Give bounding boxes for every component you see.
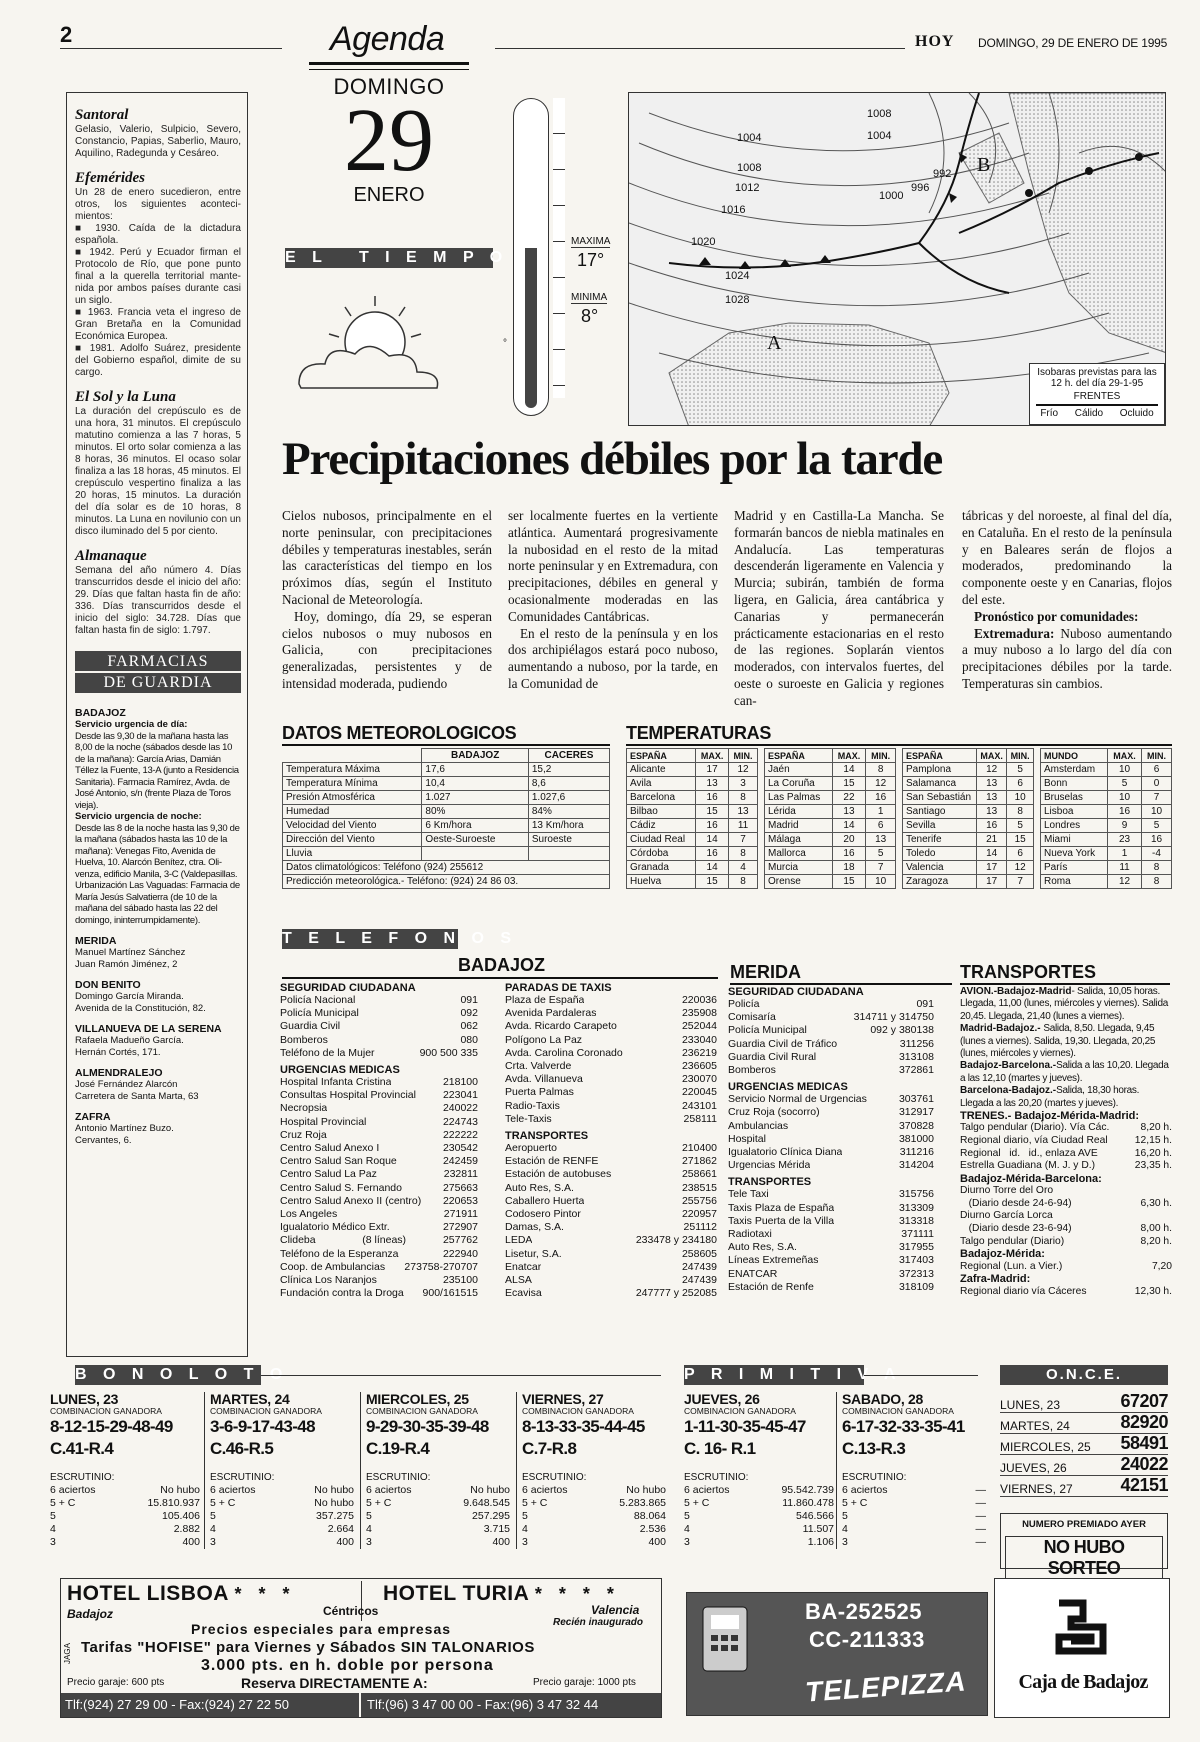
phone-row: Policía 091	[728, 998, 934, 1010]
phone-row: Bomberos 372861	[728, 1064, 934, 1077]
phone-row: Ecavisa 247777 y 252085	[505, 1287, 717, 1300]
transport-row: Regional (Lun. a Vier.) 7,20	[960, 1260, 1172, 1272]
caja-brand: Caja de Badajoz	[1018, 1671, 1148, 1693]
phone-row: Aeropuerto 210400	[505, 1142, 717, 1155]
sol-luna-text: La duración del crepúsculo es de una hora, 31 minutos. El crepúsculo matutino comienza a las 7 horas, 5 minutos. El orto solar comienza a las 8 horas, 36 minutos. El ocaso solar finaliza a las 18 horas, 45 minutos. El crepúsculo vespertino finaliza a las 20 horas, 15 minutos. La duración del día solar es de 10 horas, 8 minutos. La Luna en novilunio con un disco iluminado del 5 por ciento.	[75, 406, 241, 537]
max-label: MAXIMA	[571, 236, 611, 247]
phone-row: Auto Res, S.A. 317955	[728, 1241, 934, 1254]
badajoz-col-1	[280, 982, 478, 1300]
temp-row: Cádiz 16 11	[627, 819, 758, 833]
phone-row: Centro Salud Anexo I 230542	[280, 1142, 478, 1155]
phone-row: Damas, S.A. 251112	[505, 1221, 717, 1234]
temp-row: La Coruña 15 12	[765, 777, 896, 791]
temp-table: ESPAÑA MAX. MIN. Jaén 14 8 La Coruña 15 12 Las Palmas 22 16 Lérida 13 1 Madrid 14 6 Málaga 20 13 Mallorca 16 5 Murcia 18 7 Orense 15 10	[764, 748, 896, 889]
temp-row: Bilbao 15 13	[627, 805, 758, 819]
phone-row: Auto Res, S.A. 238515	[505, 1181, 717, 1194]
month: ENERO	[353, 184, 425, 206]
once-premio: NUMERO PREMIADO AYER NO HUBO SORTEO	[1000, 1513, 1168, 1569]
merida-title: MERIDA	[730, 962, 952, 985]
weekday: DOMINGO	[333, 74, 445, 99]
lottery-day: VIERNES, 27 COMBINACION GANADORA 8-13-33-35-44-45 C.7-R.8 ESCRUTINIO: 6 aciertos No hubo 5 + C 5.283.865 5 88.064 4 2.536 3 400	[516, 1392, 666, 1549]
phone-row: Teléfono de la Mujer 900 500 335	[280, 1046, 478, 1059]
phone-icon	[695, 1599, 755, 1679]
headline: Precipitaciones débiles por la tarde	[282, 433, 942, 485]
phone-row: Estación de RENFE 271862	[505, 1155, 717, 1168]
article-col-4: tábricas y del noroeste, al final del día, en Cataluña. En el resto de la península y en Baleares serán de flojos a moderados, predominando la componente oeste y en Canarias, flojos del este. Pronóstico por comunidades: Extremadura: Nuboso aumentando a muy nuboso a lo largo del día con precipitaciones débiles por la tarde. Temperaturas sin cambios.	[962, 508, 1172, 691]
badajoz-rule	[282, 977, 718, 979]
transport-row: Talgo pendular (Diario). Vía Các. 8,20 h.	[960, 1122, 1172, 1134]
phone-row: Consultas Hospital Provincial 223041	[280, 1089, 478, 1102]
temp-table: ESPAÑA MAX. MIN. Alicante 17 12 Avila 13 3 Barcelona 16 8 Bilbao 15 13 Cádiz 16 11 Ciudad Real 14 7 Córdoba 16 8 Granada 14 4 Huelva 15 8	[626, 748, 758, 889]
merida-col	[728, 986, 934, 1294]
phone-row: Policía Nacional 091	[280, 994, 478, 1006]
phone-row: Clideba (8 líneas) 257762	[280, 1234, 478, 1247]
phone-row: Estación de autobuses 258661	[505, 1168, 717, 1181]
isobar-label: 1028	[725, 294, 750, 306]
phone-row: Ambulancias 370828	[728, 1119, 934, 1132]
map-legend: Isobaras previstas para las 12 h. del día 29-1-95 FRENTES Frío Cálido Ocluido	[1029, 363, 1165, 425]
isobar-label: 1004	[867, 130, 892, 142]
header-date: DOMINGO, 29 DE ENERO DE 1995	[978, 36, 1168, 50]
phone-row: Centro Salud San Roque 242459	[280, 1155, 478, 1168]
transport-row: Diurno García Lorca	[960, 1210, 1053, 1222]
transport-row: Regional id. id., enlaza AVE 16,20 h.	[960, 1147, 1172, 1159]
efemerides-title: Efemérides	[75, 170, 145, 186]
phone-row: Taxis Puerta de la Villa 313318	[728, 1214, 934, 1227]
isobar-label: 1004	[737, 132, 762, 144]
turia-city: Valencia	[591, 1603, 640, 1617]
datos-table: BADAJOZ CACERES Temperatura Máxima 17,6 15,2 Temperatura Mínima 10,4 8,6 Presión Atmosférica 1.027 1.027,6 Humedad 80% 84% Velocidad del Viento 6 Km/hora 13 Km/hora Dirección del Viento Oeste-Suroeste Suroeste Lluvia Datos climatológicos: Teléfono (924) 255612 Predicción meteorológica.- Teléfono: (924) 24 86 03.	[282, 748, 610, 889]
lisboa-phone: Tlf:(924) 27 29 00 - Fax:(924) 27 22 50	[61, 1693, 361, 1717]
bonoloto-bar: B O N O L O T O	[75, 1366, 289, 1383]
temp-row: Valencia 17 12	[903, 861, 1034, 875]
phone-row: Fundación contra la Droga 900/161515	[280, 1287, 478, 1300]
lisboa-city: Badajoz	[67, 1607, 114, 1621]
efemerides-text: Un 28 de enero sucedieron, entre otros, los siguientes acontecimientos: ■ 1930. Caída de la dictadura española. ■ 1942. Perú y Ecuador firman el Protocolo de Río, que pone punto final a la querella territorial mantenida por ambos países durante casi un siglo. ■ 1963. Francia veta el ingreso de Gran Bretaña en la Comunidad Económica Europea. ■ 1981. Adolfo Suárez, presidente del Gobierno español, dimite de su cargo.	[75, 187, 241, 378]
temp-row: Santiago 13 8	[903, 805, 1034, 819]
phone-row: Líneas Extremeñas 317403	[728, 1254, 934, 1267]
datos-meteorologicos: DATOS METEOROLOGICOS BADAJOZ CACERES Temperatura Máxima 17,6 15,2 Temperatura Mínima 10,4 8,6 Presión Atmosférica 1.027 1.027,6 Humedad 80% 84% Velocidad del Viento 6 Km/hora 13 Km/hora Dirección del Viento Oeste-Suroeste Suroeste Lluvia Datos climatológicos: Teléfono (924) 255612 Predicción meteorológica.- Teléfono: (924) 24 86 03.	[282, 722, 610, 889]
lottery-day: JUEVES, 26 COMBINACION GANADORA 1-11-30-35-45-47 C. 16- R.1 ESCRUTINIO: 6 aciertos 95.542.739 5 + C 11.860.478 5 546.566 4 11.507 3 1.106	[684, 1391, 834, 1548]
temp-row: Toledo 14 6	[903, 847, 1034, 861]
phone-section-heading: URGENCIAS MEDICAS	[280, 1064, 400, 1077]
once-row: MIERCOLES, 25 58491	[1000, 1433, 1168, 1454]
temp-row: Mallorca 16 5	[765, 847, 896, 861]
temp-row: Málaga 20 13	[765, 833, 896, 847]
hotel-ad	[60, 1578, 662, 1718]
santoral-title: Santoral	[75, 107, 129, 123]
phone-row: Tele Taxi 315756	[728, 1188, 934, 1201]
temp-row: Londres 9 5	[1041, 819, 1172, 833]
section-title: Agenda	[330, 20, 445, 58]
transport-row: Talgo pendular (Diario) 8,20 h.	[960, 1235, 1172, 1247]
phone-row: Lisetur, S.A. 258605	[505, 1247, 717, 1260]
temp-row: Ciudad Real 14 7	[627, 833, 758, 847]
badajoz-col-2	[505, 982, 717, 1300]
isobar-label: 1020	[691, 236, 716, 248]
avion-3: Badajoz-Barcelona.-Salida a las 10,20. Llegada a las 12,10 (martes y jueves).	[960, 1060, 1169, 1084]
centricos: Céntricos	[323, 1604, 379, 1618]
temp-row: Tenerife 21 15	[903, 833, 1034, 847]
sun-cloud-icon	[285, 292, 475, 402]
isobar-label: 1000	[879, 190, 904, 202]
thermo-unit: °	[503, 338, 507, 349]
temp-row: Sevilla 16 5	[903, 819, 1034, 833]
phone-row: LEDA 233478 y 234180	[505, 1234, 717, 1247]
sol-luna-title: El Sol y la Luna	[75, 389, 176, 405]
phone-row: Tele-Taxis 258111	[505, 1112, 717, 1125]
once-list	[1000, 1392, 1168, 1497]
reserva: Reserva DIRECTAMENTE A:	[241, 1675, 428, 1691]
min-label: MINIMA	[571, 292, 608, 303]
temp-row: Amsterdam 10 6	[1041, 763, 1172, 777]
phone-section-heading: SEGURIDAD CIUDADANA	[280, 982, 416, 994]
transportes-title: TRANSPORTES	[960, 962, 1170, 985]
phone-row: Polígono La Paz 233040	[505, 1033, 717, 1046]
hotel-lisboa-title: HOTEL LISBOA	[67, 1582, 229, 1605]
temp-row: Pamplona 12 5	[903, 763, 1034, 777]
santoral-text: Gelasio, Valerio, Sulpicio, Severo, Constancio, Papias, Saberlio, Mauro, Aquilino, Radegunda y Cesáreo.	[75, 124, 241, 159]
temp-table: ESPAÑA MAX. MIN. Pamplona 12 5 Salamanca 13 6 San Sebastián 13 10 Santiago 13 8 Sevilla 16 5 Tenerife 21 15 Toledo 14 6 Valencia 17 12 Zaragoza 17 7	[902, 748, 1034, 889]
telepizza-ba: BA-252525	[805, 1599, 923, 1624]
phone-row: Servicio Normal de Urgencias 303761	[728, 1093, 934, 1106]
phone-row: Estación de Renfe 318109	[728, 1280, 934, 1293]
temp-row: Córdoba 16 8	[627, 847, 758, 861]
avion-2: Madrid-Badajoz.- Salida, 8,50. Llegada, 9,45 (lunes a viernes). Salida, 19,30. Llegada, 20,25 (lunes, miércoles y viernes).	[960, 1023, 1156, 1060]
phone-row: Enatcar 247439	[505, 1260, 717, 1273]
phone-row: Puerta Palmas 220045	[505, 1086, 717, 1099]
article-col-2: ser localmente fuertes en la vertiente atlántica. Aumentará progresivamente la nubosidad en el resto de la mitad norte peninsular y en Extremadura, con precipitaciones, débiles en general y ocasionalmente moderadas en las Comunidades Cantábricas. En el resto de la península y en los dos archipiélagos estará poco nuboso, aumentando a nuboso, por la tarde, en la Comunidad de	[508, 508, 718, 691]
badajoz-title: BADAJOZ	[458, 955, 546, 975]
temp-row: Bonn 5 0	[1041, 777, 1172, 791]
phone-row: Policía Municipal 092	[280, 1007, 478, 1020]
temp-row: Orense 15 10	[765, 875, 896, 889]
isobar-label: 992	[933, 168, 952, 180]
temp-row: Nueva York 1 -4	[1041, 847, 1172, 861]
transport-row: (Diario desde 24-6-94) 6,30 h.	[960, 1197, 1172, 1209]
almanaque-title: Almanaque	[75, 548, 147, 564]
lottery-day: MIERCOLES, 25 COMBINACION GANADORA 9-29-30-35-39-48 C.19-R.4 ESCRUTINIO: 6 aciertos No hubo 5 + C 9.648.545 5 257.295 4 3.715 3 400	[360, 1392, 510, 1549]
bonoloto-rule	[261, 1375, 661, 1376]
phone-row: Guardia Civil 062	[280, 1020, 478, 1033]
garaje-turia: Precio garaje: 1000 pts	[533, 1677, 636, 1688]
temp-row: Lisboa 16 10	[1041, 805, 1172, 819]
once-row: LUNES, 23 67207	[1000, 1391, 1168, 1412]
tarifas-hofise: Tarifas "HOFISE" para Viernes y Sábados SIN TALONARIOS	[81, 1639, 535, 1656]
phone-section-heading: SEGURIDAD CIUDADANA	[728, 986, 864, 998]
transportes-col: AVION.-Badajoz-Madrid- Salida, 10,05 horas. Llegada, 11,00 (lunes, miércoles y viernes). Salida 20,45. Llegada, 21,40 (lunes a viernes). Madrid-Badajoz.- Salida, 8,50. Llegada, 9,45 (lunes a viernes). Salida, 19,30. Llegada, 20,25 (lunes, miércoles y viernes). Badajoz-Barcelona.-Salida a las 10,20. Llegada a las 12,10 (martes y jueves). Barcelona-Badajoz.-Salida, 18,30 horas. Llegada a las 20,20 (martes y jueves). TRENES.- Badajoz-Mérida-Madrid: Talgo pendular (Diario). Vía Các. 8,20 h. Regional diario, vía Ciudad Real 12,15 h. Regional id. id., enlaza AVE 16,20 h. Estrella Guadiana (M. J. y D.) 23,35 h. Badajoz-Mérida-Barcelona: Diurno Torre del Oro (Diario desde 24-6-94) 6,30 h. Diurno García Lorca (Diario desde 23-6-94) 8,00 h. Talgo pendular (Diario) 8,20 h. Badajoz-Mérida: Regional (Lun. a Vier.) 7,20 Zafra-Madrid: Regional diario vía Cáceres 12,30 h.	[960, 986, 1172, 1297]
temp-row: Jaén 14 8	[765, 763, 896, 777]
farmacias-list: BADAJOZ Servicio urgencia de día: Desde las 9,30 de la mañana hasta las 8,00 de la noche (sábados desde las 10 de la mañana): García Arias, Damián Téllez la Fuente, 13-A (junto a Residencia Sanitaria). Farmacia Ramírez, Avda. de José Antonio, s/n (frente Plaza de Toros vieja). Servicio urgencia de noche: Desde las 8 de la noche hasta las 9,30 de la mañana (sábados hasta las 10 de la mañana): Venegas Fito, Avenida de Huelva, 10. Alarcón Benítez, ctra. Olivenza, edificio Manila, 3-C (Valdepasillas. Urbanización Las Vaguadas: Farmacia de María Jesús Salvatierra (de 10 de la mañana del sábado hasta las 22 del domingo, ininterrumpidamente). MERIDA Manuel Martínez Sánchez Juan Ramón Jiménez, 2 DON BENITO Domingo García Miranda. Avenida de la Constitución, 82. VILLANUEVA DE LA SERENA Rafaela Madueño García. Hernán Cortés, 171. ALMENDRALEJO José Fernández Alarcón Carretera de Santa Marta, 63 ZAFRA Antonio Martínez Buzo. Cervantes, 6.	[75, 707, 240, 1146]
hotel-turia-title: HOTEL TURIA	[383, 1582, 529, 1605]
high-pressure: A	[767, 332, 782, 354]
temp-row: Murcia 18 7	[765, 861, 896, 875]
phone-section-heading: URGENCIAS MEDICAS	[728, 1081, 848, 1094]
primitiva-bar: P R I M I T I V A	[684, 1366, 902, 1383]
phone-row: Policía Municipal 092 y 380138	[728, 1024, 934, 1037]
phone-row: Los Angeles 271911	[280, 1208, 478, 1221]
caja-ad	[994, 1578, 1170, 1718]
el-tiempo-bar: E L T I E M P O	[285, 249, 509, 266]
avion-4: Barcelona-Badajoz.-Salida, 18,30 horas. Llegada a las 20,20 (martes y jueves).	[960, 1085, 1140, 1109]
temp-row: Zaragoza 17 7	[903, 875, 1034, 889]
phone-row: Hospital Infanta Cristina 218100	[280, 1076, 478, 1089]
temp-row: Bruselas 10 7	[1041, 791, 1172, 805]
temp-row: Las Palmas 22 16	[765, 791, 896, 805]
phone-row: Avda. Carolina Coronado 236219	[505, 1046, 717, 1059]
phone-row: Avenida Pardaleras 235908	[505, 1007, 717, 1020]
temp-row: Madrid 14 6	[765, 819, 896, 833]
turia-new: Recién inaugurado	[553, 1617, 644, 1628]
primitiva-rule	[864, 1375, 978, 1376]
phone-row: Urgencias Mérida 314204	[728, 1159, 934, 1172]
almanaque-text: Semana del año número 4. Días transcurridos desde el inicio del año: 29. Días que faltan hasta fin de año: 336. Días transcurridos desde el inicio del siglo: 34.728. Días que faltan hasta fin de siglo: 1.797.	[75, 565, 241, 636]
isobar-label: 1008	[867, 108, 892, 120]
telefonos-bar: T E L E F O N O S	[282, 930, 518, 947]
telepizza-logo: TELEPIZZA	[804, 1665, 968, 1708]
phone-row: Igualatorio Clínica Diana 311216	[728, 1146, 934, 1159]
once-row: VIERNES, 27 42151	[1000, 1475, 1168, 1496]
low-pressure: B	[977, 154, 991, 176]
tarifa-pts: 3.000 pts. en h. doble por persona	[201, 1657, 494, 1674]
transport-row: Regional diario, vía Ciudad Real 12,15 h.	[960, 1135, 1172, 1147]
page-number: 2	[60, 22, 73, 47]
lottery-day: LUNES, 23 COMBINACION GANADORA 8-12-15-29-48-49 C.41-R.4 ESCRUTINIO: 6 aciertos No hubo 5 + C 15.810.937 5 105.406 4 2.882 3 400	[50, 1391, 200, 1548]
temp-table: MUNDO MAX. MIN. Amsterdam 10 6 Bonn 5 0 Bruselas 10 7 Lisboa 16 10 Londres 9 5 Miami 23 16 Nueva York 1 -4 París 11 8 Roma 12 8	[1040, 748, 1172, 889]
lottery-day: SABADO, 28 COMBINACION GANADORA 6-17-32-33-35-41 C.13-R.3 ESCRUTINIO: 6 aciertos — 5 + C — 5 — 4 — 3 —	[836, 1392, 986, 1549]
isobar-label: 1012	[735, 182, 760, 194]
phone-row: Igualatorio Médico Extr. 272907	[280, 1221, 478, 1234]
isobar-label: 1008	[737, 162, 762, 174]
transport-row: Regional diario vía Cáceres 12,30 h.	[960, 1285, 1172, 1297]
once-row: MARTES, 24 82920	[1000, 1412, 1168, 1433]
phone-row: Centro Salud La Paz 232811	[280, 1168, 478, 1181]
transport-row: Estrella Guadiana (M. J. y D.) 23,35 h.	[960, 1160, 1172, 1172]
phone-section-heading: TRANSPORTES	[728, 1176, 812, 1189]
once-row: JUEVES, 26 24022	[1000, 1454, 1168, 1475]
phone-row: Centro Salud S. Fernando 275663	[280, 1181, 478, 1194]
temp-row: Salamanca 13 6	[903, 777, 1034, 791]
phone-row: Clínica Los Naranjos 235100	[280, 1274, 478, 1287]
phone-row: Necropsia 240022	[280, 1102, 478, 1115]
temp-row: Alicante 17 12	[627, 763, 758, 777]
telepizza-cc: CC-211333	[809, 1627, 925, 1652]
transport-row: (Diario desde 23-6-94) 8,00 h.	[960, 1223, 1172, 1235]
phone-row: Teléfono de la Esperanza 222940	[280, 1247, 478, 1260]
newspaper-name: HOY	[915, 33, 955, 50]
turia-phone: Tlf:(96) 3 47 00 00 - Fax:(96) 3 47 32 44	[367, 1697, 599, 1712]
day-number: 29	[344, 91, 434, 190]
temp-row: Avila 13 3	[627, 777, 758, 791]
thermometer	[503, 98, 611, 418]
hotel-lisboa-stars: * * *	[234, 1584, 296, 1604]
phone-row: Guardia Civil Rural 313108	[728, 1050, 934, 1063]
farmacias-header: FARMACIAS DE GUARDIA	[75, 651, 241, 693]
phone-row: Hospital Provincial 224743	[280, 1115, 478, 1128]
isobar-label: 1016	[721, 204, 746, 216]
lottery-day: MARTES, 24 COMBINACION GANADORA 3-6-9-17-43-48 C.46-R.5 ESCRUTINIO: 6 aciertos No hubo 5 + C No hubo 5 357.275 4 2.664 3 400	[204, 1392, 354, 1549]
temp-row: Lérida 13 1	[765, 805, 896, 819]
phone-row: Comisaría 314711 y 314750	[728, 1011, 934, 1024]
phone-section-heading: TRANSPORTES	[505, 1130, 589, 1143]
phone-row: Caballero Huerta 255756	[505, 1194, 717, 1207]
article-col-1: Cielos nubosos, principalmente en el norte peninsular, con precipitaciones débiles y temperaturas inestables, serán las características del tiempo en los próximos días, según el Instituto Nacional de Meteorología. Hoy, domingo, día 29, se esperan cielos nubosos o muy nubosos en Galicia, con precipitaciones generalizadas, persistentes y de intensidad moderada, pudiendo	[282, 508, 492, 691]
precios-especiales: Precios especiales para empresas	[191, 1621, 452, 1637]
phone-row: Coop. de Ambulancias 273758-270707	[280, 1260, 478, 1273]
phone-row: Guardia Civil de Tráfico 311256	[728, 1037, 934, 1050]
phone-row: Avda. Ricardo Carapeto 252044	[505, 1020, 717, 1033]
left-sidebar	[66, 92, 248, 1357]
phone-row: ENATCAR 372313	[728, 1267, 934, 1280]
header-rule-mid	[495, 48, 905, 49]
hotel-turia-stars: * * * *	[534, 1584, 620, 1604]
caja-logo-icon	[1051, 1597, 1111, 1657]
phone-row: Crta. Valverde 236605	[505, 1060, 717, 1073]
phone-row: ALSA 247439	[505, 1274, 717, 1287]
jaga-mark: JAGA	[62, 1643, 72, 1664]
max-value: 17°	[577, 250, 605, 270]
phone-row: Plaza de España 220036	[505, 994, 717, 1006]
telepizza-ad	[686, 1592, 988, 1716]
temp-row: Barcelona 16 8	[627, 791, 758, 805]
transport-row: Diurno Torre del Oro	[960, 1185, 1054, 1197]
isobar-label: 1024	[725, 270, 750, 282]
phone-row: Cruz Roja 222222	[280, 1128, 478, 1141]
temp-row: Granada 14 4	[627, 861, 758, 875]
phone-section-heading: PARADAS DE TAXIS	[505, 982, 612, 994]
date-box	[285, 62, 493, 242]
temp-row: París 11 8	[1041, 861, 1172, 875]
min-value: 8°	[581, 306, 599, 326]
phone-row: Bomberos 080	[280, 1033, 478, 1046]
temp-row: Roma 12 8	[1041, 875, 1172, 889]
once-bar: O.N.C.E.	[1000, 1365, 1168, 1385]
phone-row: Radiotaxi 371111	[728, 1228, 934, 1241]
temp-row: Miami 23 16	[1041, 833, 1172, 847]
phone-row: Avda. Villanueva 230070	[505, 1073, 717, 1086]
phone-row: Cruz Roja (socorro) 312917	[728, 1106, 934, 1119]
phone-row: Taxis Plaza de España 313309	[728, 1201, 934, 1214]
avion-1: AVION.-Badajoz-Madrid- Salida, 10,05 horas. Llegada, 11,00 (lunes, miércoles y viernes). Salida 20,45. Llegada, 21,40 (lunes a viernes).	[960, 986, 1168, 1022]
temp-row: Huelva 15 8	[627, 875, 758, 889]
phone-row: Codosero Pintor 220957	[505, 1208, 717, 1221]
article-col-3: Madrid y en Castilla-La Mancha. Se formarán bancos de niebla matinales en Andalucía. Las temperaturas descenderán ligeramente en Valencia y Murcia; subirán, también de forma ligera, en Galicia, área cantábrica y Canarias y permanecerán prácticamente estacionarias en el resto de las regiones. Soplarán vientos moderados, con intervalos fuertes, del oeste o suroeste en Galicia y regiones can-	[734, 508, 944, 708]
garaje-lisboa: Precio garaje: 600 pts	[67, 1677, 165, 1688]
phone-row: Radio-Taxis 243101	[505, 1099, 717, 1112]
weather-map	[628, 92, 1166, 426]
temp-row: San Sebastián 13 10	[903, 791, 1034, 805]
isobar-label: 996	[911, 182, 930, 194]
phone-row: Hospital 381000	[728, 1132, 934, 1145]
header-rule-left	[60, 48, 282, 49]
phone-row: Centro Salud Anexo II (centro) 220653	[280, 1194, 478, 1207]
temperaturas: TEMPERATURAS ESPAÑA MAX. MIN. Alicante 17 12 Avila 13 3 Barcelona 16 8 Bilbao 15 13 Cádiz 16 11 Ciudad Real 14 7 Córdoba 16 8 Granada 14 4 Huelva 15 8 ESPAÑA MAX. MIN. Jaén 14 8 La Coruña 15 12 Las Palmas 22 16 Lérida 13 1 Madrid 14 6 Málaga 20 13 Mallorca 16 5 Murcia 18 7 Orense 15 10 ESPAÑA MAX. MIN. Pamplona 12 5 Salamanca 13 6 San Sebastián 13 10 Santiago 13 8 Sevilla 16 5 Tenerife 21 15 Toledo 14 6 Valencia 17 12 Zaragoza 17 7 MUNDO MAX. MIN. Amsterdam 10 6 Bonn 5 0 Bruselas 10 7 Lisboa 16 10 Londres 9 5 Miami 23 16 Nueva York 1 -4 París 11 8 Roma 12 8	[626, 722, 1172, 889]
